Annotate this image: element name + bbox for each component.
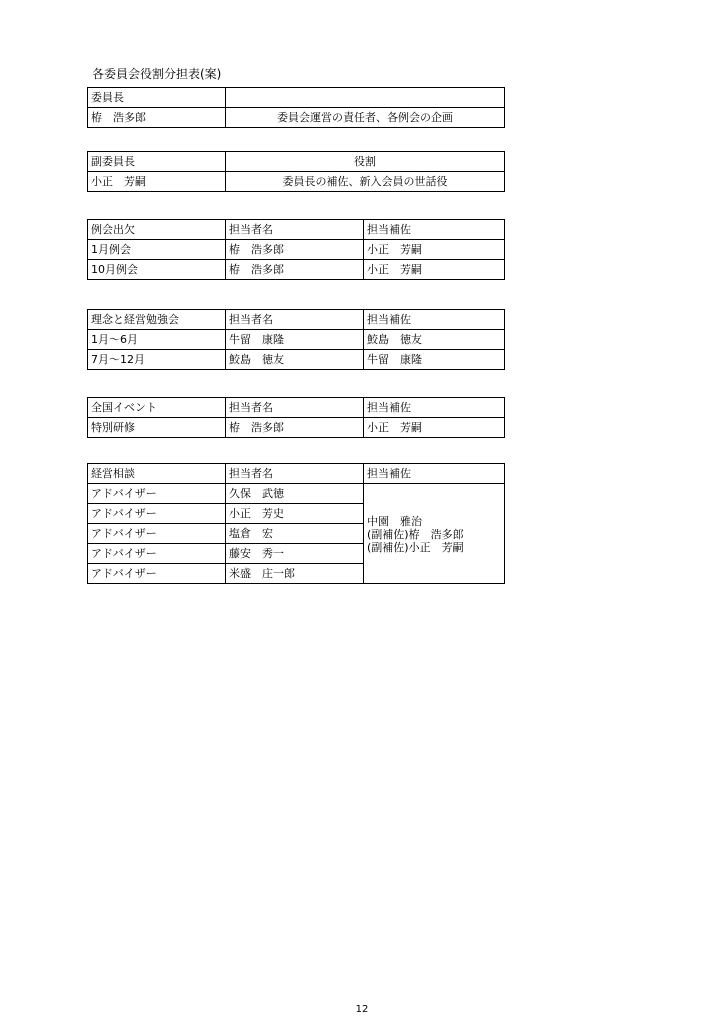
table-header-row bbox=[88, 398, 505, 418]
advisor-role-cell: アドバイザー bbox=[88, 484, 226, 504]
header-cell: 担当補佐 bbox=[364, 220, 505, 240]
header-cell: 全国イベント bbox=[88, 398, 226, 418]
table-row bbox=[88, 484, 505, 504]
person-cell: 栫 浩多郎 bbox=[226, 260, 364, 280]
header-cell: 担当補佐 bbox=[364, 310, 505, 330]
vice-chair-role: 委員長の補佐、新入会員の世話役 bbox=[226, 172, 505, 192]
advisor-name-cell: 米盛 庄一郎 bbox=[226, 564, 364, 584]
table-row bbox=[88, 152, 505, 172]
assistant-cell: 牛留 康隆 bbox=[364, 350, 505, 370]
table-header-row bbox=[88, 310, 505, 330]
empty-cell bbox=[226, 88, 505, 108]
advisor-name-cell: 藤安 秀一 bbox=[226, 544, 364, 564]
assistant-line: 中園 雅治 bbox=[367, 515, 422, 528]
period-cell: 7月～12月 bbox=[88, 350, 226, 370]
header-cell: 担当者名 bbox=[226, 464, 364, 484]
header-cell: 例会出欠 bbox=[88, 220, 226, 240]
consult-assistant-cell bbox=[364, 484, 505, 584]
advisor-name-cell: 小正 芳史 bbox=[226, 504, 364, 524]
chair-table bbox=[87, 87, 505, 128]
table-row bbox=[88, 330, 505, 350]
study-table bbox=[87, 309, 505, 370]
person-cell: 牛留 康隆 bbox=[226, 330, 364, 350]
document-title: 各委員会役割分担表(案) bbox=[92, 67, 222, 81]
header-cell: 担当者名 bbox=[226, 398, 364, 418]
advisor-role-cell: アドバイザー bbox=[88, 564, 226, 584]
assistant-line: (副補佐)小正 芳嗣 bbox=[367, 541, 464, 554]
assistant-cell: 鮫島 徳友 bbox=[364, 330, 505, 350]
consult-table bbox=[87, 463, 505, 584]
page-number: 12 bbox=[355, 1004, 369, 1015]
advisor-role-cell: アドバイザー bbox=[88, 544, 226, 564]
advisor-role-cell: アドバイザー bbox=[88, 524, 226, 544]
assistant-line: (副補佐)栫 浩多郎 bbox=[367, 528, 464, 541]
header-cell: 担当者名 bbox=[226, 310, 364, 330]
header-cell: 担当補佐 bbox=[364, 398, 505, 418]
table-row bbox=[88, 172, 505, 192]
table-row bbox=[88, 240, 505, 260]
header-cell: 担当者名 bbox=[226, 220, 364, 240]
attendance-table bbox=[87, 219, 505, 280]
vice-chair-name: 小正 芳嗣 bbox=[88, 172, 226, 192]
vice-chair-label: 副委員長 bbox=[88, 152, 226, 172]
chair-name: 栫 浩多郎 bbox=[88, 108, 226, 128]
assistant-cell: 小正 芳嗣 bbox=[364, 260, 505, 280]
meeting-cell: 1月例会 bbox=[88, 240, 226, 260]
table-row bbox=[88, 108, 505, 128]
person-cell: 栫 浩多郎 bbox=[226, 240, 364, 260]
header-cell: 経営相談 bbox=[88, 464, 226, 484]
role-header: 役割 bbox=[226, 152, 505, 172]
table-header-row bbox=[88, 464, 505, 484]
person-cell: 栫 浩多郎 bbox=[226, 418, 364, 438]
table-row bbox=[88, 418, 505, 438]
table-row bbox=[88, 260, 505, 280]
chair-role: 委員会運営の責任者、各例会の企画 bbox=[226, 108, 505, 128]
event-table bbox=[87, 397, 505, 438]
chair-label: 委員長 bbox=[88, 88, 226, 108]
advisor-name-cell: 塩倉 宏 bbox=[226, 524, 364, 544]
table-header-row bbox=[88, 220, 505, 240]
table-row bbox=[88, 350, 505, 370]
advisor-name-cell: 久保 武徳 bbox=[226, 484, 364, 504]
meeting-cell: 10月例会 bbox=[88, 260, 226, 280]
header-cell: 理念と経営勉強会 bbox=[88, 310, 226, 330]
person-cell: 鮫島 徳友 bbox=[226, 350, 364, 370]
advisor-role-cell: アドバイザー bbox=[88, 504, 226, 524]
vice-chair-table bbox=[87, 151, 505, 192]
period-cell: 1月～6月 bbox=[88, 330, 226, 350]
table-row bbox=[88, 88, 505, 108]
header-cell: 担当補佐 bbox=[364, 464, 505, 484]
assistant-cell: 小正 芳嗣 bbox=[364, 418, 505, 438]
event-cell: 特別研修 bbox=[88, 418, 226, 438]
assistant-cell: 小正 芳嗣 bbox=[364, 240, 505, 260]
